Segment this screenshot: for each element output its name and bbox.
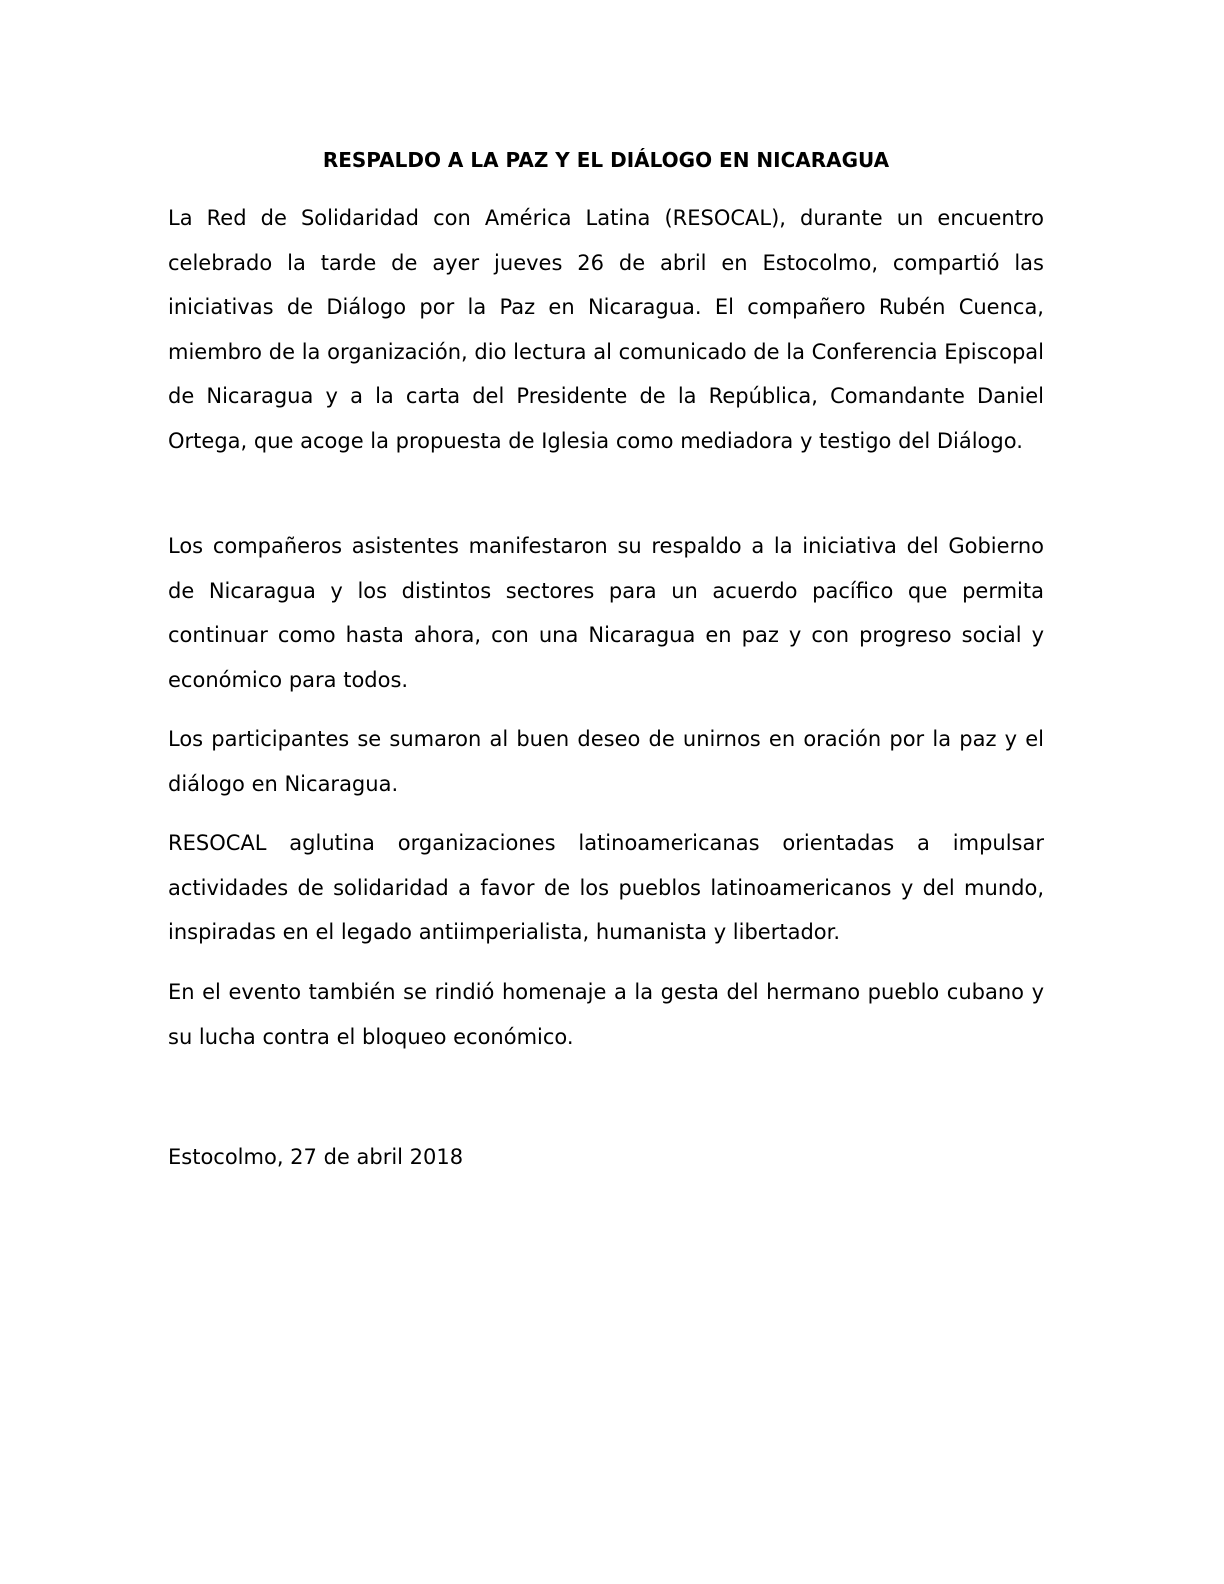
paragraph-1: La Red de Solidaridad con América Latina (RESOCAL), durante un encuentro celebrado la tarde de ayer jueves 26 de abril en Estocolmo, compartió las iniciativas de Diálogo por la Paz en Nicaragua. El compañero Rubén Cuenca, miembro de la organización, dio lectura al comunicado de la Conferencia Episcopal de Nicaragua y a la carta del Presidente de la República, Comandante Daniel Ortega, que acoge la propuesta de Iglesia como mediadora y testigo del Diálogo.: [168, 206, 1044, 453]
paragraph-3: Los participantes se sumaron al buen deseo de unirnos en oración por la paz y el diálogo en Nicaragua.: [168, 727, 1044, 796]
paragraph-4: RESOCAL aglutina organizaciones latinoamericanas orientadas a impulsar actividades de solidaridad a favor de los pueblos latinoamericanos y del mundo, inspiradas en el legado antiimperialista, humanista y libertador.: [168, 831, 1044, 944]
paragraph-5: En el evento también se rindió homenaje a la gesta del hermano pueblo cubano y su lucha contra el bloqueo económico.: [168, 980, 1044, 1049]
place-date-signoff: Estocolmo, 27 de abril 2018: [168, 1145, 464, 1169]
document-title: RESPALDO A LA PAZ Y EL DIÁLOGO EN NICARAGUA: [322, 148, 890, 172]
paragraph-2: Los compañeros asistentes manifestaron su respaldo a la iniciativa del Gobierno de Nicaragua y los distintos sectores para un acuerdo pacífico que permita continuar como hasta ahora, con una Nicaragua en paz y con progreso social y económico para todos.: [168, 534, 1044, 692]
